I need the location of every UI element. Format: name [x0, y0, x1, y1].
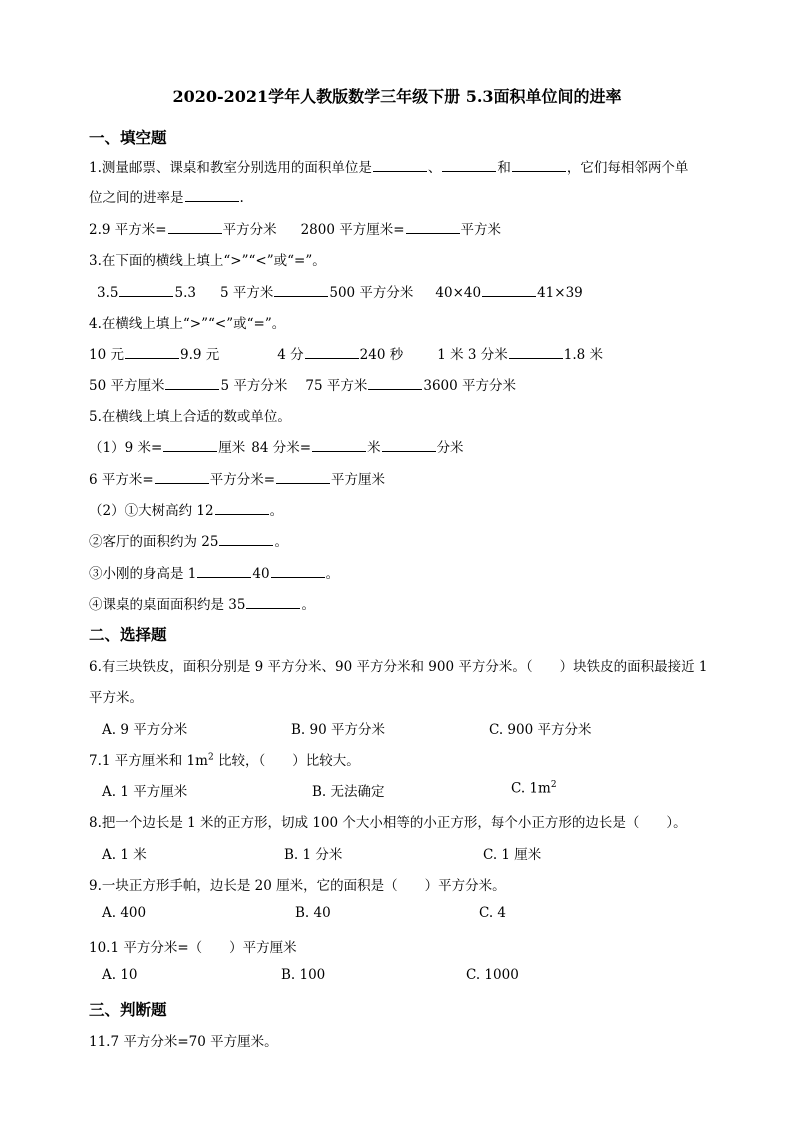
question-8-stem: 8.把一个边长是 1 米的正方形，切成 100 个大小相等的小正方形，每个小正方形的边长是（ ）。 — [89, 815, 687, 831]
answer-blank[interactable] — [197, 562, 251, 578]
question-10-stem: 10.1 平方分米=（ ）平方厘米 — [89, 940, 297, 956]
answer-blank[interactable] — [246, 593, 300, 609]
answer-blank[interactable] — [373, 156, 427, 172]
question-1-line-1: 1.测量邮票、课桌和教室分别选用的面积单位是 、 和 ，它们每相邻两个单 — [89, 156, 688, 176]
question-6-stem-line-2: 平方米。 — [89, 690, 143, 706]
question-9-option-a[interactable]: A. 400 — [102, 905, 147, 921]
answer-blank[interactable] — [509, 343, 563, 359]
answer-blank[interactable] — [368, 374, 422, 390]
question-6-option-b[interactable]: B. 90 平方分米 — [291, 722, 385, 738]
answer-blank[interactable] — [482, 281, 536, 297]
question-5-part-2-item-3: ③小刚的身高是 1 40 。 — [89, 562, 339, 582]
question-5-part-2-item-2: ②客厅的面积约为 25 。 — [89, 530, 288, 550]
answer-blank[interactable] — [163, 436, 217, 452]
answer-blank[interactable] — [219, 530, 273, 546]
question-9-option-b[interactable]: B. 40 — [295, 905, 331, 921]
question-5-stem: 5.在横线上填上合适的数或单位。 — [89, 409, 291, 425]
question-6-option-a[interactable]: A. 9 平方分米 — [102, 722, 188, 738]
answer-blank[interactable] — [271, 562, 325, 578]
answer-blank[interactable] — [276, 468, 330, 484]
section-heading-multiple-choice: 二、选择题 — [89, 625, 167, 644]
answer-blank[interactable] — [312, 436, 366, 452]
section-heading-fill-blank: 一、填空题 — [89, 128, 167, 147]
answer-blank[interactable] — [119, 281, 173, 297]
question-8-option-b[interactable]: B. 1 分米 — [284, 847, 343, 863]
question-4-items-row-2: 50 平方厘米 5 平方分米 75 平方米 3600 平方分米 — [89, 374, 516, 394]
question-7-option-c[interactable]: C. $1m^2$ — [511, 780, 557, 797]
question-5-part-1-line-1: （1）9 米= 厘米 84 分米= 米 分米 — [89, 436, 464, 456]
answer-blank[interactable] — [512, 156, 566, 172]
question-4-items-row-1: 10 元 9.9 元 4 分 240 秒 1 米 3 分米 1.8 米 — [89, 343, 603, 363]
question-8-option-c[interactable]: C. 1 厘米 — [483, 847, 542, 863]
question-4-stem: 4.在横线上填上“>”“<”或“=”。 — [89, 316, 286, 332]
question-10-option-b[interactable]: B. 100 — [281, 967, 326, 983]
page-title: 2020-2021学年人教版数学三年级下册 5.3面积单位间的进率 — [172, 87, 622, 106]
question-7-stem: 7.1 平方厘米和 $1m^2$ 比较，（ ）比较大。 — [89, 752, 360, 769]
answer-blank[interactable] — [305, 343, 359, 359]
question-5-part-2-item-1: （2）①大树高约 12 。 — [89, 499, 283, 519]
question-5-part-2-item-4: ④课桌的桌面面积约是 35 。 — [89, 593, 315, 613]
answer-blank[interactable] — [168, 218, 222, 234]
question-10-option-c[interactable]: C. 1000 — [466, 967, 519, 983]
question-7-option-b[interactable]: B. 无法确定 — [312, 784, 385, 800]
question-6-option-c[interactable]: C. 900 平方分米 — [489, 722, 592, 738]
section-heading-true-false: 三、判断题 — [89, 1000, 167, 1019]
question-10-option-a[interactable]: A. 10 — [102, 967, 138, 983]
answer-blank[interactable] — [406, 218, 460, 234]
question-5-part-1-line-2: 6 平方米= 平方分米= 平方厘米 — [89, 468, 385, 488]
answer-blank[interactable] — [185, 186, 239, 202]
question-9-stem: 9.一块正方形手帕，边长是 20 厘米，它的面积是（ ）平方分米。 — [89, 878, 506, 894]
question-1-line-2: 位之间的进率是 . — [89, 186, 244, 206]
question-3-items: 3.5 5.3 5 平方米 500 平方分米 40×40 41×39 — [97, 281, 583, 301]
answer-blank[interactable] — [125, 343, 179, 359]
question-3-stem: 3.在下面的横线上填上“>”“<”或“=”。 — [89, 253, 326, 269]
answer-blank[interactable] — [165, 374, 219, 390]
question-6-stem-line-1: 6.有三块铁皮，面积分别是 9 平方分米、90 平方分米和 900 平方分米。（ ）块铁皮的面积最接近 1 — [89, 659, 708, 675]
answer-blank[interactable] — [442, 156, 496, 172]
answer-blank[interactable] — [155, 468, 209, 484]
question-2: 2.9 平方米= 平方分米 2800 平方厘米= 平方米 — [89, 218, 501, 238]
answer-blank[interactable] — [274, 281, 328, 297]
answer-blank[interactable] — [382, 436, 436, 452]
question-7-option-a[interactable]: A. 1 平方厘米 — [102, 784, 188, 800]
question-9-option-c[interactable]: C. 4 — [479, 905, 507, 921]
question-8-option-a[interactable]: A. 1 米 — [102, 847, 147, 863]
answer-blank[interactable] — [215, 499, 269, 515]
question-11-stem: 11.7 平方分米=70 平方厘米。 — [89, 1034, 278, 1050]
